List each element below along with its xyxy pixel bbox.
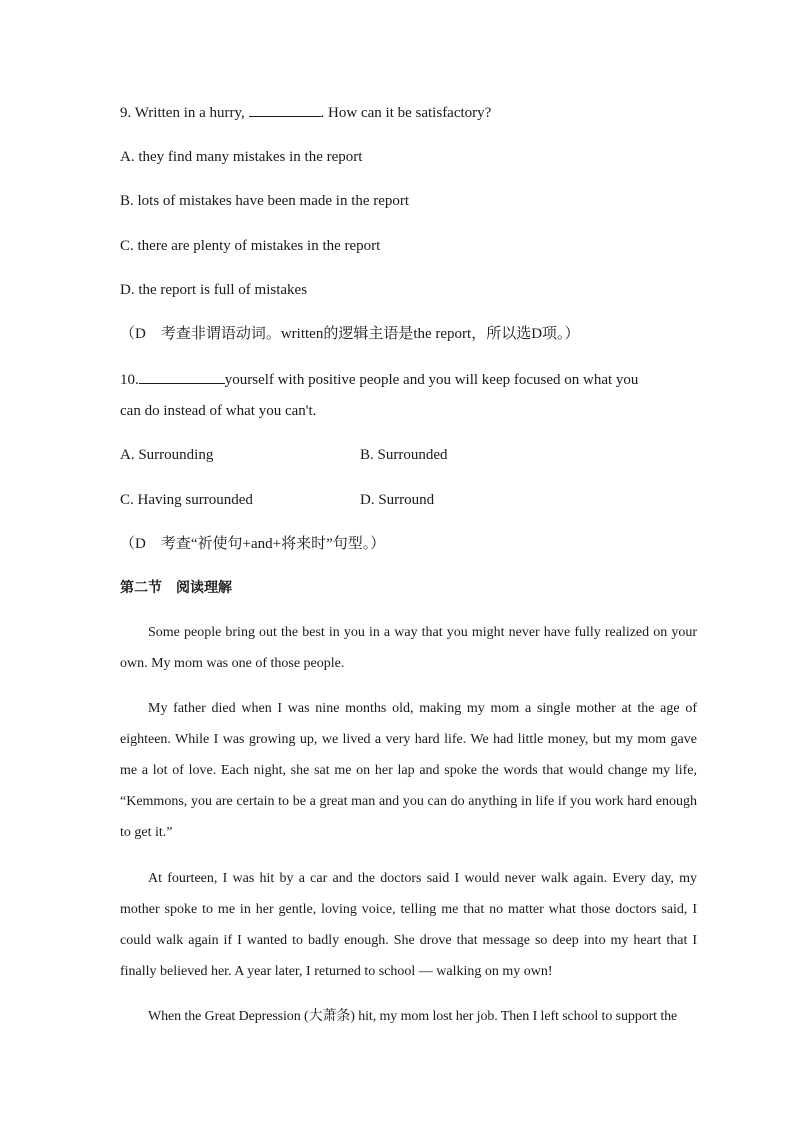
q10-answer-note: （D 考查“祈使句+and+将来时”句型。）: [120, 536, 386, 552]
passage-paragraph-3: At fourteen, I was hit by a car and the doctors said I would never walk again. Every day, my mother spoke to me in her gentle, loving voice, telling me that no matter what those doctors said, I could walk again if I wanted to badly enough. She drove that message so deep into my heart that I finally believed her. A year later, I returned to school — walking on my own!: [120, 871, 697, 979]
q10-option-c: C. Having surrounded: [120, 492, 253, 508]
q10-stem-line1: [120, 369, 638, 390]
q10-number: 10.: [120, 372, 139, 388]
q10-option-a: A. Surrounding: [120, 447, 214, 463]
passage-paragraph-4: When the Great Depression (大萧条) hit, my mom lost her job. Then I left school to support the: [148, 1009, 678, 1024]
q9-answer-note: （D 考查非谓语动词。written的逻辑主语是the report，所以选D项。）: [120, 326, 580, 342]
passage-paragraph-2: My father died when I was nine months old, making my mom a single mother at the age of eighteen. While I was growing up, we lived a very hard life. We had little money, but my mom gave me a lot of love. Each night, she sat me on her lap and spoke the words that would change my life, “Kemmons, you are certain to be a great man and you can do anything in life if you work hard enough to get it.”: [120, 701, 697, 840]
q10-option-b: B. Surrounded: [360, 447, 448, 463]
q9-option-a: A. they find many mistakes in the report: [120, 149, 363, 165]
q9-option-b: B. lots of mistakes have been made in the report: [120, 193, 410, 209]
q9-option-d: D. the report is full of mistakes: [120, 282, 308, 298]
passage-paragraph-1: Some people bring out the best in you in a way that you might never have fully realized on your own. My mom was one of those people.: [120, 625, 697, 671]
q10-stem-after: yourself with positive people and you will keep focused on what you: [224, 372, 639, 388]
q10-option-d: D. Surround: [360, 492, 435, 508]
q9-stem-after: . How can it be satisfactory?: [320, 105, 492, 121]
q9-stem-before: 9. Written in a hurry,: [120, 105, 249, 121]
q9-stem: [120, 102, 491, 123]
q10-blank: [139, 369, 225, 384]
q9-option-c: C. there are plenty of mistakes in the report: [120, 238, 381, 254]
section-title: 第二节 阅读理解: [120, 580, 232, 596]
q10-stem-line2: can do instead of what you can't.: [120, 403, 317, 419]
q10-options-row1: [120, 445, 213, 465]
q9-blank: [249, 102, 321, 117]
